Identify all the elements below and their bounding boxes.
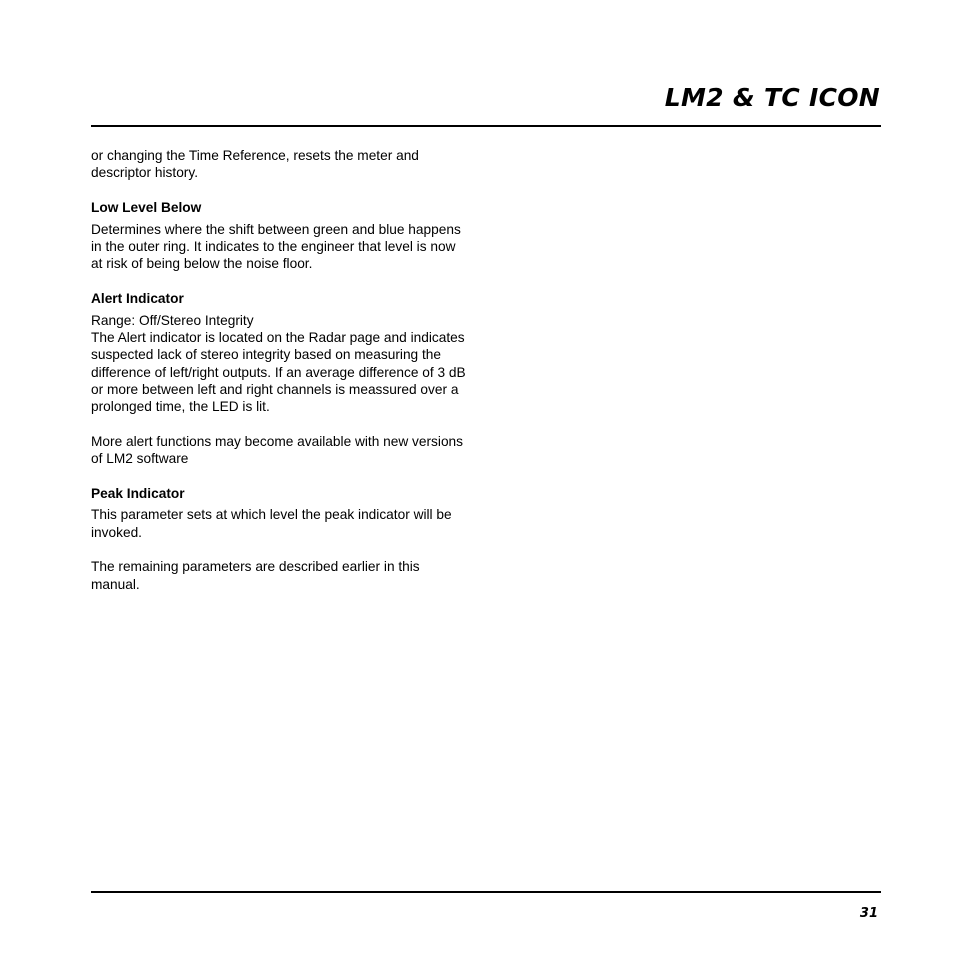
section-heading-alert-indicator: Alert Indicator <box>91 290 184 306</box>
section-heading-low-level-below: Low Level Below <box>91 199 202 215</box>
peak-indicator-description: This parameter sets at which level the peak indicator will be invoked. <box>91 507 452 540</box>
document-body <box>91 147 466 593</box>
section-heading-peak-indicator: Peak Indicator <box>91 485 185 501</box>
alert-indicator-description: The Alert indicator is located on the Radar page and indicates suspected lack of stereo integrity based on measuring the difference of left/right outputs. If an average difference of 3 dB or more between left and right channels is meassured over a prolonged time, the LED is lit. <box>91 329 466 415</box>
header-divider <box>91 125 881 127</box>
alert-indicator-range: Range: Off/Stereo Integrity <box>91 312 254 328</box>
page-header-title: LM2 & TC ICON <box>664 83 880 112</box>
alert-indicator-note: More alert functions may become available with new versions of LM2 software <box>91 433 464 467</box>
low-level-below-description: Determines where the shift between green and blue happens in the outer ring. It indicates to the engineer that level is now at risk of being below the noise floor. <box>91 221 461 272</box>
page-number: 31 <box>859 906 878 921</box>
footer-divider <box>91 891 881 893</box>
intro-paragraph: or changing the Time Reference, resets the meter and descriptor history. <box>91 148 419 181</box>
remaining-parameters-note: The remaining parameters are described earlier in this manual. <box>91 559 420 592</box>
